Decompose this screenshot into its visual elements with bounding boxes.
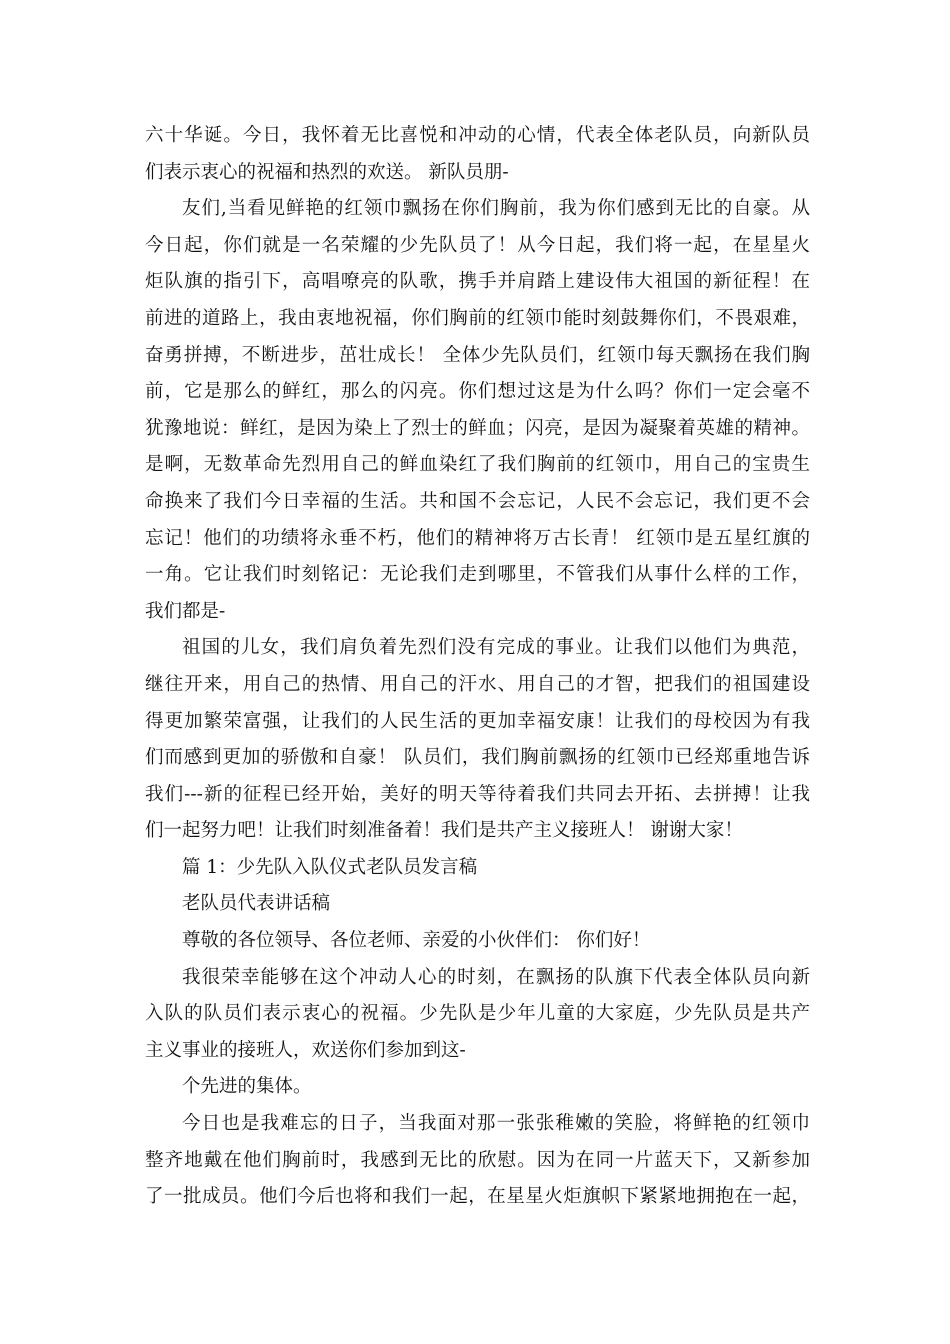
- text-line: 个先进的集体。: [182, 1076, 312, 1098]
- text-line: 得更加繁荣富强，让我们的人民生活的更加幸福安康！让我们的母校因为有我: [145, 710, 810, 732]
- document-page: [145, 118, 810, 1216]
- text-line: 我很荣幸能够在这个冲动人心的时刻，在飘扬的队旗下代表全体队员向新: [182, 966, 810, 988]
- text-line: 了一批成员。他们今后也将和我们一起，在星星火炬旗帜下紧紧地拥抱在一起，: [145, 1186, 810, 1208]
- text-line: 们而感到更加的骄傲和自豪！ 队员们，我们胸前飘扬的红领巾已经郑重地告诉: [145, 747, 810, 769]
- text-line: 奋勇拼搏，不断进步，茁壮成长！ 全体少先队员们，红领巾每天飘扬在我们胸: [145, 344, 810, 366]
- text-line: 入队的队员们表示衷心的祝福。少先队是少年儿童的大家庭，少先队员是共产: [145, 1003, 810, 1025]
- text-line: 是啊，无数革命先烈用自己的鲜血染红了我们胸前的红领巾，用自己的宝贵生: [145, 454, 810, 476]
- text-line: 尊敬的各位领导、各位老师、亲爱的小伙伴们： 你们好！: [182, 930, 651, 952]
- text-line: 们表示衷心的祝福和热烈的欢送。 新队员朋-: [145, 161, 509, 183]
- text-line: 一角。它让我们时刻铭记：无论我们走到哪里，不管我们从事什么样的工作，: [145, 564, 810, 586]
- text-line: 们一起努力吧！让我们时刻准备着！我们是共产主义接班人！ 谢谢大家！: [145, 820, 743, 842]
- text-line: 篇 1：少先队入队仪式老队员发言稿: [182, 856, 478, 878]
- text-line: 今日也是我难忘的日子，当我面对那一张张稚嫩的笑脸，将鲜艳的红领巾: [182, 1113, 810, 1135]
- text-line: 祖国的儿女，我们肩负着先烈们没有完成的事业。让我们以他们为典范，: [182, 637, 810, 659]
- text-line: 犹豫地说：鲜红，是因为染上了烈士的鲜血；闪亮，是因为凝聚着英雄的精神。: [145, 417, 810, 439]
- text-line: 命换来了我们今日幸福的生活。共和国不会忘记，人民不会忘记，我们更不会: [145, 490, 810, 512]
- text-line: 我们---新的征程已经开始，美好的明天等待着我们共同去开拓、去拼搏！让我: [145, 783, 810, 805]
- text-line: 炬队旗的指引下，高唱嘹亮的队歌，携手并肩踏上建设伟大祖国的新征程！在: [145, 271, 810, 293]
- text-line: 继往开来，用自己的热情、用自己的汗水、用自己的才智，把我们的祖国建设: [145, 673, 810, 695]
- text-line: 今日起，你们就是一名荣耀的少先队员了！从今日起，我们将一起，在星星火: [145, 234, 810, 256]
- text-line: 友们,当看见鲜艳的红领巾飘扬在你们胸前，我为你们感到无比的自豪。从: [182, 198, 810, 220]
- text-line: 老队员代表讲话稿: [182, 893, 331, 915]
- text-line: 前，它是那么的鲜红，那么的闪亮。你们想过这是为什么吗？你们一定会毫不: [145, 381, 810, 403]
- text-line: 忘记！他们的功绩将永垂不朽，他们的精神将万古长青！ 红领巾是五星红旗的: [145, 527, 810, 549]
- text-line: 我们都是-: [145, 600, 226, 622]
- text-line: 主义事业的接班人，欢送你们参加到这-: [145, 1039, 466, 1061]
- text-line: 六十华诞。今日，我怀着无比喜悦和冲动的心情，代表全体老队员，向新队员: [145, 125, 810, 146]
- text-line: 前进的道路上，我由衷地祝福，你们胸前的红领巾能时刻鼓舞你们，不畏艰难，: [145, 307, 810, 329]
- text-line: 整齐地戴在他们胸前时，我感到无比的欣慰。因为在同一片蓝天下，又新参加: [145, 1149, 810, 1171]
